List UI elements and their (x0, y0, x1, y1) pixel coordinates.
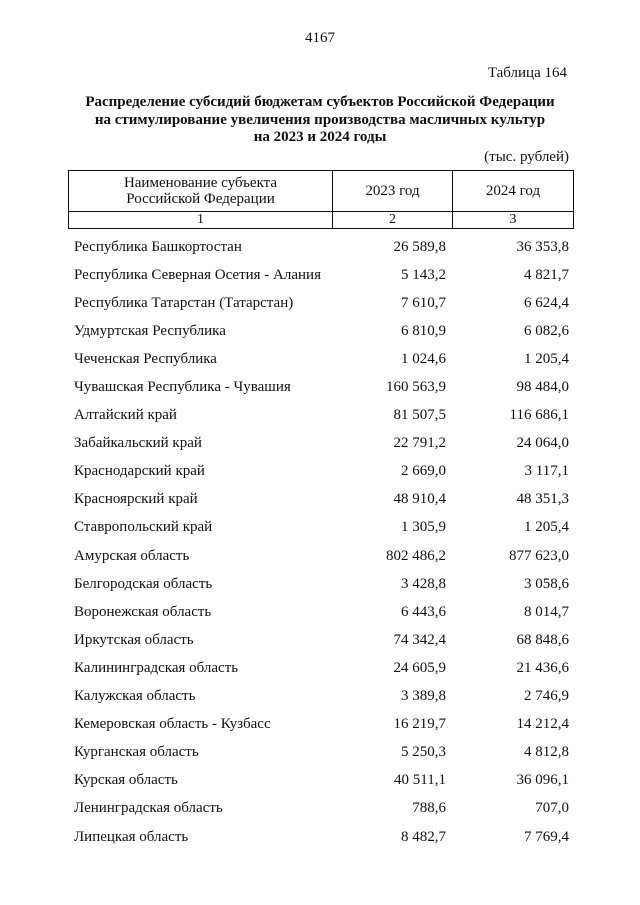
value-2023-cell: 5 250,3 (401, 744, 446, 761)
table-row (68, 373, 573, 401)
value-2023-cell: 5 143,2 (401, 266, 446, 283)
region-name-cell: Краснодарский край (74, 463, 205, 480)
header-2023: 2023 год (333, 171, 453, 212)
value-2023-cell: 1 024,6 (401, 350, 446, 367)
value-2023-cell: 788,6 (412, 800, 446, 817)
value-2024-cell: 4 821,7 (524, 266, 569, 283)
table-row (68, 402, 573, 430)
table-row (68, 654, 573, 682)
value-2024-cell: 3 058,6 (524, 575, 569, 592)
table-row (68, 289, 573, 317)
table-label: Таблица 164 (487, 65, 567, 81)
value-2023-cell: 74 342,4 (393, 631, 446, 648)
region-name-cell: Амурская область (74, 547, 190, 564)
header-region-line: Российской Федерации (126, 191, 275, 207)
table-row (68, 261, 573, 289)
page-number: 4167 (305, 30, 335, 46)
value-2023-cell: 48 910,4 (393, 491, 446, 508)
region-name-cell: Республика Башкортостан (74, 238, 242, 255)
header-region-line: Наименование субъекта (123, 175, 278, 191)
value-2023-cell: 22 791,2 (393, 435, 446, 452)
table-row (68, 345, 573, 373)
value-2024-cell: 707,0 (535, 800, 569, 817)
value-2023-cell: 1 305,9 (401, 519, 446, 536)
table-header (68, 170, 574, 229)
table-row (68, 514, 573, 542)
column-number: 2 (333, 212, 453, 229)
table-row (68, 598, 573, 626)
value-2024-cell: 8 014,7 (524, 603, 569, 620)
region-name-cell: Чувашская Республика - Чувашия (74, 379, 291, 396)
value-2024-cell: 1 205,4 (524, 350, 569, 367)
table-row (68, 317, 573, 345)
value-2024-cell: 98 484,0 (516, 379, 569, 396)
column-number: 1 (69, 212, 333, 229)
table-body (68, 233, 573, 851)
value-2024-cell: 6 624,4 (524, 294, 569, 311)
value-2024-cell: 2 746,9 (524, 688, 569, 705)
value-2024-cell: 36 096,1 (516, 772, 569, 789)
region-name-cell: Красноярский край (74, 491, 198, 508)
value-2023-cell: 24 605,9 (393, 659, 446, 676)
value-2023-cell: 16 219,7 (393, 716, 446, 733)
value-2024-cell: 4 812,8 (524, 744, 569, 761)
region-name-cell: Калужская область (74, 688, 196, 705)
value-2024-cell: 116 686,1 (509, 407, 569, 424)
table-row (68, 486, 573, 514)
header-row (69, 171, 574, 212)
document-title (60, 94, 580, 147)
region-name-cell: Чеченская Республика (74, 350, 217, 367)
region-name-cell: Курганская область (74, 744, 199, 761)
column-number-row (69, 212, 574, 229)
region-name-cell: Калининградская область (74, 659, 239, 676)
value-2023-cell: 26 589,8 (393, 238, 446, 255)
region-name-cell: Ставропольский край (74, 519, 213, 536)
region-name-cell: Удмуртская Республика (74, 322, 226, 339)
value-2023-cell: 3 389,8 (401, 688, 446, 705)
table-row (68, 570, 573, 598)
table-row (68, 683, 573, 711)
table-row (68, 767, 573, 795)
value-2024-cell: 36 353,8 (516, 238, 569, 255)
value-2023-cell: 3 428,8 (401, 575, 446, 592)
value-2023-cell: 160 563,9 (386, 379, 446, 396)
region-name-cell: Липецкая область (74, 828, 189, 845)
table-row (68, 430, 573, 458)
table-row (68, 626, 573, 654)
value-2023-cell: 40 511,1 (394, 772, 446, 789)
value-2023-cell: 6 810,9 (401, 322, 446, 339)
region-name-cell: Забайкальский край (74, 435, 202, 452)
table-row (68, 542, 573, 570)
value-2023-cell: 2 669,0 (401, 463, 446, 480)
region-name-cell: Ленинградская область (74, 800, 223, 817)
units-label: (тыс. рублей) (484, 149, 569, 165)
table-row (68, 795, 573, 823)
value-2024-cell: 48 351,3 (516, 491, 569, 508)
region-name-cell: Воронежская область (74, 603, 212, 620)
value-2023-cell: 7 610,7 (401, 294, 446, 311)
region-name-cell: Алтайский край (74, 407, 177, 424)
value-2024-cell: 7 769,4 (524, 828, 569, 845)
value-2024-cell: 3 117,1 (524, 463, 569, 480)
value-2024-cell: 14 212,4 (516, 716, 569, 733)
region-name-cell: Кемеровская область - Кузбасс (74, 716, 271, 733)
header-2024: 2024 год (453, 171, 574, 212)
value-2023-cell: 8 482,7 (401, 828, 446, 845)
region-name-cell: Республика Северная Осетия - Алания (74, 266, 321, 283)
value-2024-cell: 1 205,4 (524, 519, 569, 536)
value-2024-cell: 877 623,0 (509, 547, 569, 564)
column-number: 3 (453, 212, 574, 229)
header-region (69, 171, 333, 212)
region-name-cell: Иркутская область (74, 631, 194, 648)
region-name-cell: Курская область (74, 772, 178, 789)
table-row (68, 233, 573, 261)
title-line: на 2023 и 2024 годы (253, 129, 387, 145)
region-name-cell: Республика Татарстан (Татарстан) (74, 294, 294, 311)
table-row (68, 823, 573, 851)
value-2024-cell: 6 082,6 (524, 322, 569, 339)
value-2023-cell: 81 507,5 (393, 407, 446, 424)
value-2024-cell: 21 436,6 (516, 659, 569, 676)
table-row (68, 711, 573, 739)
table-row (68, 458, 573, 486)
title-line: Распределение субсидий бюджетам субъектов Российской Федерации (85, 94, 555, 110)
value-2024-cell: 68 848,6 (516, 631, 569, 648)
table-row (68, 739, 573, 767)
region-name-cell: Белгородская область (74, 575, 213, 592)
value-2023-cell: 802 486,2 (386, 547, 446, 564)
title-line: на стимулирование увеличения производства масличных культур (94, 111, 546, 128)
value-2024-cell: 24 064,0 (516, 435, 569, 452)
value-2023-cell: 6 443,6 (401, 603, 446, 620)
